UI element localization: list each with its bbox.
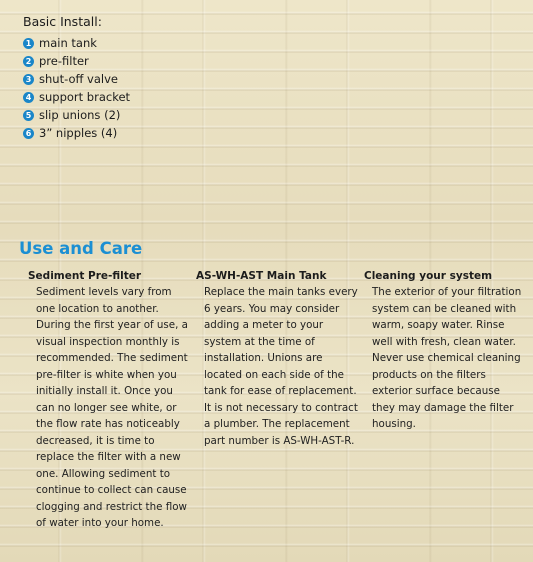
column-heading: Cleaning your system	[364, 270, 493, 282]
list-item	[23, 124, 130, 142]
list-item	[23, 52, 130, 70]
number-badge-icon: 4	[23, 92, 34, 103]
column-heading: AS-WH-AST Main Tank	[196, 270, 327, 282]
cleaning-column	[364, 270, 524, 433]
column-body: Replace the main tanks every 6 years. You may consider adding a meter to your system at the time of installation. Unions are located on each side of the tank for ease of replacement. It is not necessary to contract a plumber. The replacement part number is AS-WH-AST-R.	[204, 286, 358, 447]
number-badge-icon: 1	[23, 38, 34, 49]
sediment-prefilter-column	[28, 270, 193, 532]
list-item	[23, 106, 130, 124]
part-label: shut-off valve	[39, 72, 118, 86]
number-badge-icon: 6	[23, 128, 34, 139]
column-body: Sediment levels vary from one location to another. During the first year of use, a visual inspection monthly is recommended. The sediment pre-filter is white when you initially install it. Once you can no longer see white, or the flow rate has noticeably decreased, it is time to replace the filter with a new one. Allowing sediment to continue to collect can cause clogging and restrict the flow of water into your home.	[36, 286, 188, 529]
use-and-care-title: Use and Care	[19, 239, 143, 258]
part-label: 3” nipples (4)	[39, 126, 118, 140]
parts-list	[23, 34, 130, 142]
basic-install-section	[23, 14, 130, 142]
number-badge-icon: 2	[23, 56, 34, 67]
part-label: slip unions (2)	[39, 108, 121, 122]
basic-install-title: Basic Install:	[23, 14, 102, 29]
list-item	[23, 70, 130, 88]
column-body: The exterior of your filtration system can be cleaned with warm, soapy water. Rinse well with fresh, clean water. Never use chemical cleaning products on the filters exterior surface because they may damage the filter housing.	[372, 286, 522, 430]
number-badge-icon: 3	[23, 74, 34, 85]
list-item	[23, 34, 130, 52]
main-tank-column	[196, 270, 361, 449]
part-label: pre-filter	[39, 54, 89, 68]
part-label: support bracket	[39, 90, 131, 104]
number-badge-icon: 5	[23, 110, 34, 121]
column-heading: Sediment Pre-filter	[28, 270, 142, 282]
part-label: main tank	[39, 36, 97, 50]
list-item	[23, 88, 130, 106]
